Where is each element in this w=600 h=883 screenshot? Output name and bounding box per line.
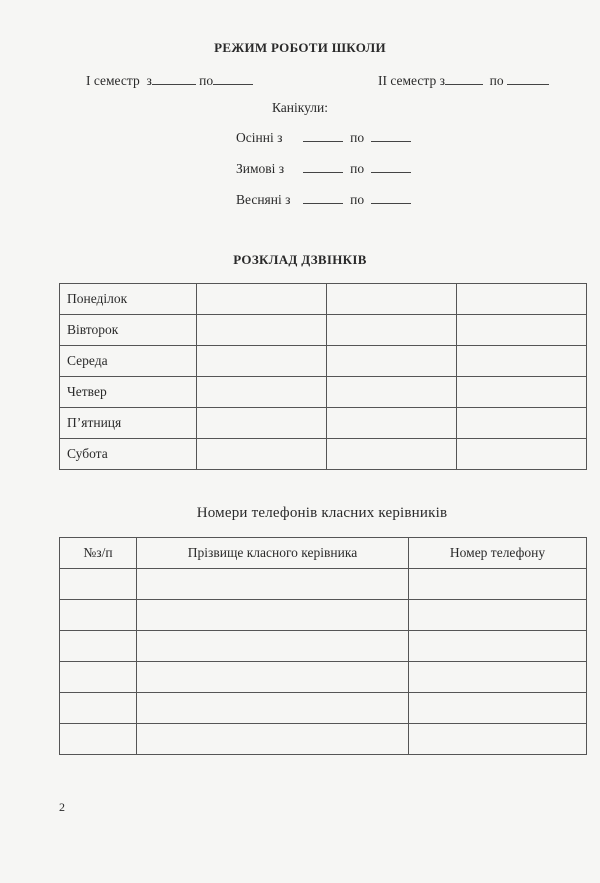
bell-cell[interactable] (197, 408, 327, 439)
number-cell[interactable] (60, 662, 137, 693)
holiday-autumn-to-label: по (350, 130, 365, 145)
column-header-teacher-name: Прізвище класного керівника (137, 538, 409, 569)
teacher-name-cell[interactable] (137, 600, 409, 631)
holiday-winter-to-label: по (350, 161, 365, 176)
semester-1-row (86, 73, 253, 89)
table-row (60, 284, 587, 315)
semester-2-to-label: по (489, 73, 504, 88)
bell-cell[interactable] (457, 377, 587, 408)
holiday-row-spring (236, 192, 411, 208)
holiday-spring-end-blank[interactable] (371, 192, 411, 204)
number-cell[interactable] (60, 600, 137, 631)
semester-1-label: І семестр (86, 73, 140, 88)
teacher-phones-table (59, 537, 587, 755)
phone-cell[interactable] (409, 724, 587, 755)
teacher-name-cell[interactable] (137, 693, 409, 724)
semester-1-to-label: по (199, 73, 214, 88)
table-row (60, 346, 587, 377)
table-row (60, 724, 587, 755)
bell-cell[interactable] (457, 284, 587, 315)
bell-cell[interactable] (197, 284, 327, 315)
teacher-name-cell[interactable] (137, 631, 409, 662)
holiday-spring-to-label: по (350, 192, 365, 207)
holiday-row-winter (236, 161, 411, 177)
bell-cell[interactable] (197, 315, 327, 346)
bell-cell[interactable] (327, 408, 457, 439)
holiday-row-autumn (236, 130, 411, 146)
table-row (60, 439, 587, 470)
holidays-title: Канікули: (271, 100, 329, 115)
day-label: Понеділок (60, 284, 197, 315)
bell-cell[interactable] (457, 346, 587, 377)
phone-cell[interactable] (409, 662, 587, 693)
number-cell[interactable] (60, 693, 137, 724)
number-cell[interactable] (60, 569, 137, 600)
page-number: 2 (59, 800, 65, 814)
phone-cell[interactable] (409, 693, 587, 724)
phones-title: Номери телефонів класних керівників (196, 505, 448, 521)
semester-1-start-blank[interactable] (152, 73, 196, 85)
bell-cell[interactable] (197, 346, 327, 377)
table-row (60, 693, 587, 724)
teacher-name-cell[interactable] (137, 724, 409, 755)
holiday-winter-start-blank[interactable] (303, 161, 343, 173)
phone-cell[interactable] (409, 600, 587, 631)
number-cell[interactable] (60, 724, 137, 755)
semester-2-row (378, 73, 549, 89)
bell-schedule-table (59, 283, 587, 470)
bell-cell[interactable] (327, 315, 457, 346)
column-header-phone: Номер телефону (409, 538, 587, 569)
holiday-autumn-start-blank[interactable] (303, 130, 343, 142)
table-row (60, 377, 587, 408)
semester-1-end-blank[interactable] (213, 73, 253, 85)
bell-cell[interactable] (457, 439, 587, 470)
day-label: Четвер (60, 377, 197, 408)
day-label: Субота (60, 439, 197, 470)
holiday-autumn-end-blank[interactable] (371, 130, 411, 142)
teacher-name-cell[interactable] (137, 662, 409, 693)
bell-cell[interactable] (457, 315, 587, 346)
column-header-number: №з/п (60, 538, 137, 569)
day-label: Середа (60, 346, 197, 377)
semester-2-from-label: з (439, 73, 445, 88)
bell-cell[interactable] (327, 377, 457, 408)
semester-2-start-blank[interactable] (445, 73, 483, 85)
bell-cell[interactable] (457, 408, 587, 439)
holiday-winter-end-blank[interactable] (371, 161, 411, 173)
teacher-name-cell[interactable] (137, 569, 409, 600)
bell-schedule-title: РОЗКЛАД ДЗВІНКІВ (233, 252, 367, 267)
table-row (60, 569, 587, 600)
holiday-winter-label: Зимові з (236, 161, 285, 176)
bell-cell[interactable] (197, 439, 327, 470)
phone-cell[interactable] (409, 631, 587, 662)
bell-cell[interactable] (327, 284, 457, 315)
holiday-spring-start-blank[interactable] (303, 192, 343, 204)
table-row (60, 662, 587, 693)
school-schedule-title: РЕЖИМ РОБОТИ ШКОЛИ (214, 40, 386, 55)
phone-cell[interactable] (409, 569, 587, 600)
table-row (60, 631, 587, 662)
number-cell[interactable] (60, 631, 137, 662)
bell-cell[interactable] (197, 377, 327, 408)
table-row (60, 315, 587, 346)
holiday-autumn-label: Осінні з (236, 130, 283, 145)
table-row (60, 408, 587, 439)
bell-cell[interactable] (327, 346, 457, 377)
day-label: П’ятниця (60, 408, 197, 439)
table-row (60, 600, 587, 631)
bell-cell[interactable] (327, 439, 457, 470)
day-label: Вівторок (60, 315, 197, 346)
semester-2-end-blank[interactable] (507, 73, 549, 85)
holiday-spring-label: Весняні з (236, 192, 291, 207)
table-header-row (60, 538, 587, 569)
semester-1-from-label: з (146, 73, 152, 88)
semester-2-label: ІІ семестр (378, 73, 437, 88)
